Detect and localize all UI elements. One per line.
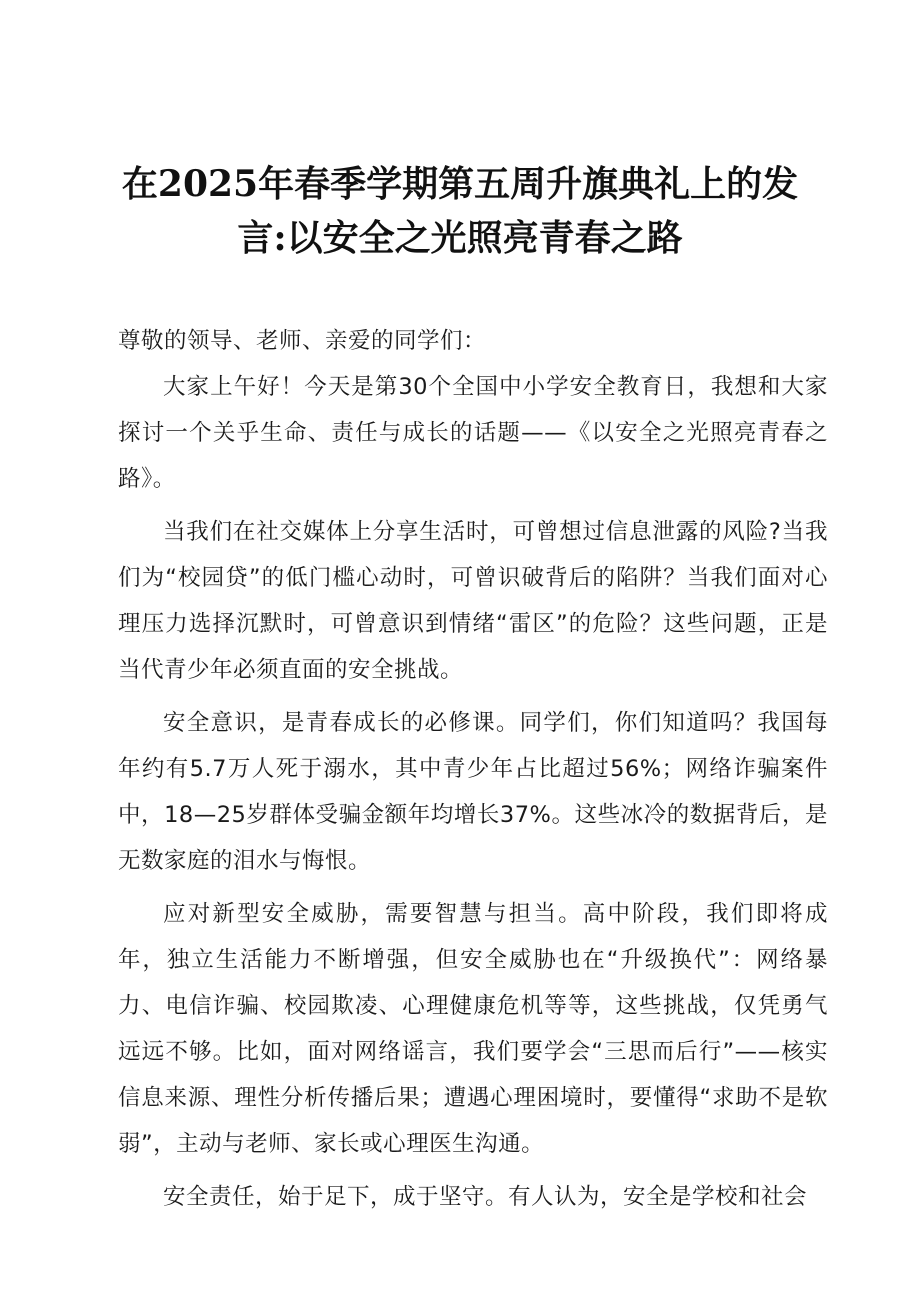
paragraph-safety-responsibility: 安全责任，始于足下，成于坚守。有人认为，安全是学校和社会 xyxy=(163,1184,808,1210)
document-body xyxy=(118,318,828,1227)
document-title-line-1: 在2025年春季学期第五周升旗典礼上的发 xyxy=(121,163,799,205)
document-title-line-2: 言:以安全之光照亮青春之路 xyxy=(237,217,683,259)
paragraph-greeting: 大家上午好！今天是第30个全国中小学安全教育日，我想和大家探讨一个关乎生命、责任与成长的话题——《以安全之光照亮青春之路》。 xyxy=(118,374,828,492)
paragraph-new-threats: 应对新型安全威胁，需要智慧与担当。高中阶段，我们即将成年，独立生活能力不断增强，但安全威胁也在“升级换代”：网络暴力、电信诈骗、校园欺凌、心理健康危机等等，这些挑战，仅凭勇气远远不够。比如，面对网络谣言，我们要学会“三思而后行”——核实信息来源、理性分析传播后果；遭遇心理困境时，要懂得“求助不是软弱”，主动与老师、家长或心理医生沟通。 xyxy=(118,901,828,1157)
salutation: 尊敬的领导、老师、亲爱的同学们： xyxy=(118,328,487,354)
paragraph-questions: 当我们在社交媒体上分享生活时，可曾想过信息泄露的风险?当我们为“校园贷”的低门槛心动时，可曾识破背后的陷阱？当我们面对心理压力选择沉默时，可曾意识到情绪“雷区”的危险？这些问题，正是当代青少年必须直面的安全挑战。 xyxy=(118,519,828,683)
paragraph-safety-awareness: 安全意识，是青春成长的必修课。同学们，你们知道吗？我国每年约有5.7万人死于溺水，其中青少年占比超过56%；网络诈骗案件中，18—25岁群体受骗金额年均增长37%。这些冰冷的数据背后，是无数家庭的泪水与悔恨。 xyxy=(118,710,828,874)
